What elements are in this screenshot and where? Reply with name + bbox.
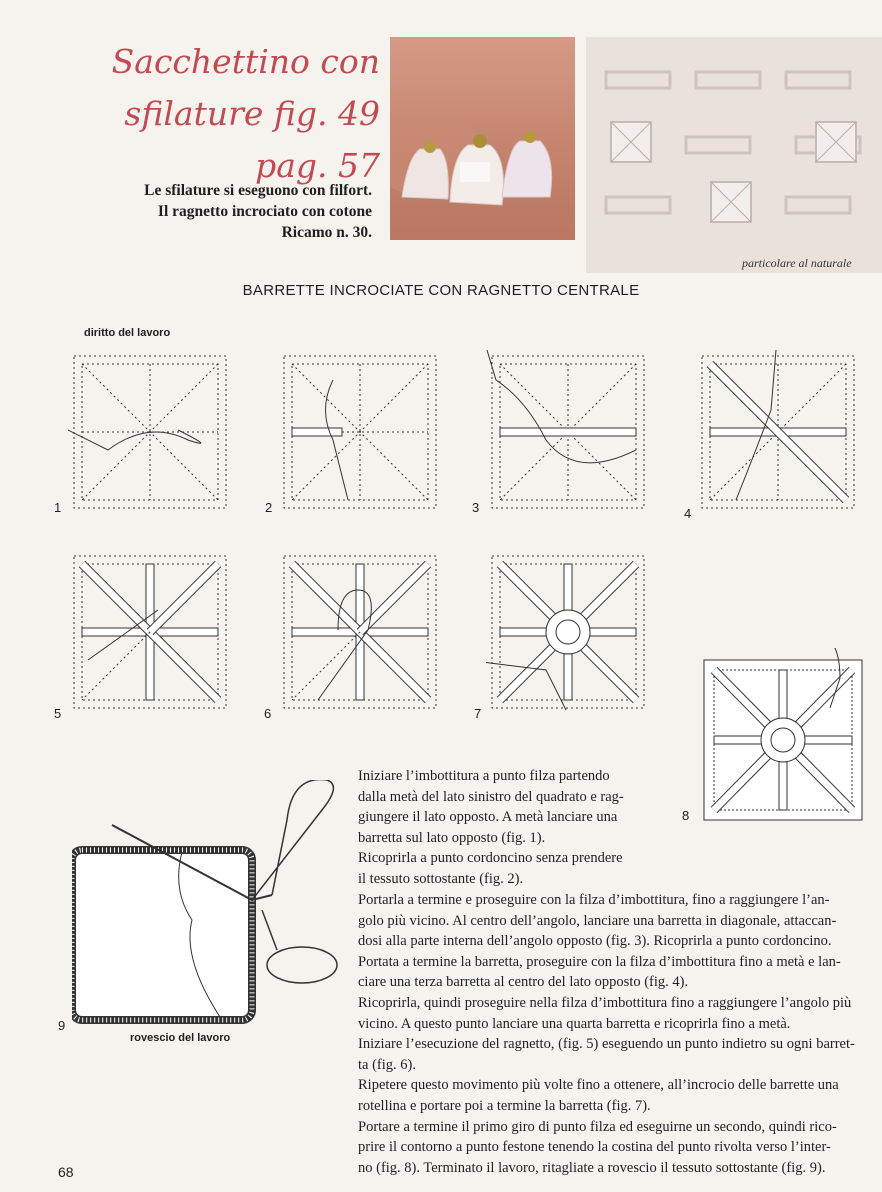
text-line: dalla metà del lato sinistro del quadrato e rag- xyxy=(358,788,624,805)
sachets-illustration xyxy=(390,37,575,240)
text-line: no (fig. 8). Terminato il lavoro, ritagliate a rovescio il tessuto sottostante (fig. 9). xyxy=(358,1159,826,1176)
text-line: il tessuto sottostante (fig. 2). xyxy=(358,870,524,887)
text-line: ta (fig. 6). xyxy=(358,1056,416,1073)
figure-8-label: 8 xyxy=(682,808,690,823)
text-line: giungere il lato opposto. A metà lanciare una xyxy=(358,809,618,826)
intro-line-3: Ricamo n. 30. xyxy=(281,224,372,241)
text-line: barretta sul lato opposto (fig. 1). xyxy=(358,829,546,846)
figure-4 xyxy=(696,350,866,521)
figure-9 xyxy=(72,780,362,1035)
figure-6-label: 6 xyxy=(264,706,272,721)
text-line: dosi alla parte interna dell’angolo opposto (fig. 3). Ricoprirla a punto cordoncino. xyxy=(358,933,832,950)
text-line: rotellina e portare poi a termine la barretta (fig. 7). xyxy=(358,1097,651,1114)
section-heading: BARRETTE INCROCIATE CON RAGNETTO CENTRALE xyxy=(242,282,640,299)
figure-3 xyxy=(486,350,656,521)
text-line: Portare a termine il primo giro di punto filza ed eseguirne un secondo, quindi rico- xyxy=(358,1118,837,1135)
figure-5 xyxy=(68,550,238,721)
figure-2-label: 2 xyxy=(265,500,273,515)
text-line: ciare una terza barretta al centro del lato opposto (fig. 4). xyxy=(358,974,689,991)
text-line: Ripetere questo movimento più volte fino a ottenere, all’incrocio delle barrette una xyxy=(358,1077,839,1094)
page-title xyxy=(70,36,380,192)
instructions-text xyxy=(358,766,882,890)
label-back: rovescio del lavoro xyxy=(130,1032,231,1044)
sachets-photo xyxy=(390,37,575,240)
figure-3-label: 3 xyxy=(472,500,480,515)
figure-1 xyxy=(68,350,238,521)
text-line: golo più vicino. Al centro dell’angolo, lanciare una barretta in diagonale, attaccan- xyxy=(358,912,837,929)
figure-2 xyxy=(278,350,448,521)
figure-7-label: 7 xyxy=(474,706,482,721)
label-front: diritto del lavoro xyxy=(84,327,171,339)
figure-4-label: 4 xyxy=(684,506,692,521)
photo-caption: particolare al naturale xyxy=(742,256,852,270)
text-line: Iniziare l’esecuzione del ragnetto, (fig. 5) eseguendo un punto indietro su ogni barret- xyxy=(358,1036,855,1053)
text-line: Portata a termine la barretta, proseguire con la filza d’imbottitura fino a metà e lan- xyxy=(358,953,841,970)
text-line: Portarla a termine e proseguire con la filza d’imbottitura, fino a raggiungere l’an- xyxy=(358,892,830,908)
figure-5-label: 5 xyxy=(54,706,62,721)
text-line: Iniziare l’imbottitura a punto filza partendo xyxy=(358,768,610,784)
figure-7 xyxy=(486,550,656,721)
title-line-1: Sacchettino con xyxy=(111,42,380,81)
intro-line-2: Il ragnetto incrociato con cotone xyxy=(157,203,372,220)
intro-line-1: Le sfilature si eseguono con filfort. xyxy=(144,182,372,199)
text-line: prire il contorno a punto festone tenendo la costina del punto rivolta verso l’inter- xyxy=(358,1139,831,1156)
text-line: Ricoprirla a punto cordoncino senza prendere xyxy=(358,850,623,867)
page-number: 68 xyxy=(58,1164,74,1180)
figure-9-label: 9 xyxy=(58,1018,66,1033)
figure-6 xyxy=(278,550,448,721)
instructions-text-wide xyxy=(358,890,882,1178)
detail-photo xyxy=(586,37,882,273)
text-line: vicino. A questo punto lanciare una quarta barretta e ricoprirla fino a metà. xyxy=(358,1015,791,1032)
title-line-2: sfilature fig. 49 pag. 57 xyxy=(124,94,380,185)
figure-1-label: 1 xyxy=(54,500,62,515)
text-line: Ricoprirla, quindi proseguire nella filza d’imbottitura fino a raggiungere l’angolo più xyxy=(358,994,852,1011)
intro-text xyxy=(90,180,372,243)
detail-illustration xyxy=(586,37,882,273)
